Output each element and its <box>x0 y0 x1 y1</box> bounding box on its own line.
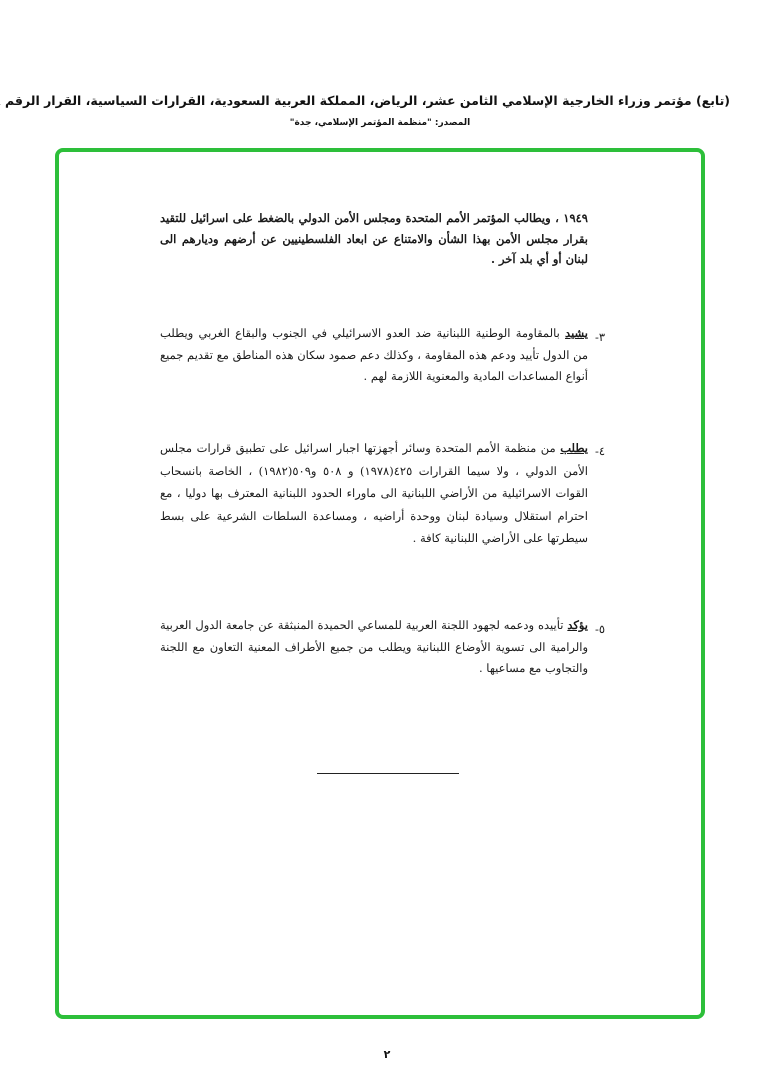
closing-rule <box>317 773 459 774</box>
paragraph-3-text: بالمقاومة الوطنية اللبنانية ضد العدو الاسرائيلي في الجنوب والبقاع الغربي ويطلب من الدول تأييد ودعم هذه المقاومة ، وكذلك دعم صمود سكان هذه المناطق مع تقديم جميع أنواع المساعدات المادية والمعنوية اللازمة لهم . <box>160 326 588 383</box>
paragraph-5-text: تأييده ودعمه لجهود اللجنة العربية للمساعي الحميدة المنبثقة عن جامعة الدول العربية والرامية الى تسوية الأوضاع اللبنانية ويطلب من جميع الأطراف المعنية التعاون مع اللجنة والتجاوب مع مساعيها . <box>160 618 588 675</box>
document-source-line: المصدر: "منظمة المؤتمر الإسلامي، جدة" <box>289 118 471 128</box>
paragraph-4-body <box>160 437 588 550</box>
page-number: ٢ <box>383 1048 391 1061</box>
paragraph-number-5: ٥- <box>595 622 606 636</box>
paragraph-4 <box>160 437 588 550</box>
paragraph-3 <box>160 323 588 388</box>
paragraph-3-keyword: يشيد <box>565 326 588 340</box>
page-frame <box>55 148 705 1019</box>
paragraph-number-4: ٤- <box>595 444 606 458</box>
paragraph-4-text: من منظمة الأمم المتحدة وسائر أجهزتها اجبار اسرائيل على تطبيق قرارات مجلس الأمن الدولي ، ولا سيما القرارات ٤٢٥(١٩٧٨) و ٥٠٨ و٥٠٩(١٩٨٢) ، الخاصة بانسحاب القوات الاسرائيلية من الأراضي اللبنانية الى ماوراء الحدود اللبنانية المعترف بها دوليا ، مع احترام استقلال وسيادة لبنان ووحدة أراضيه ، ومساعدة السلطات الشرعية على بسط سيطرتها على الأراضي اللبنانية كافة . <box>160 441 588 545</box>
paragraph-5 <box>160 615 588 680</box>
paragraph-number-3: ٣- <box>595 330 606 344</box>
paragraph-continuation <box>160 208 588 270</box>
paragraph-5-keyword: يؤكد <box>567 618 588 632</box>
paragraph-5-body <box>160 615 588 680</box>
document-header-title: (تابع) مؤتمر وزراء الخارجية الإسلامي الثامن عشر، الرياض، المملكة العربية السعودية، القرارات السياسية، القرار الرقم <box>5 93 730 108</box>
paragraph-continuation-text: ١٩٤٩ ، ويطالب المؤتمر الأمم المتحدة ومجلس الأمن الدولي بالضغط على اسرائيل للتقيد بقرار مجلس الأمن بهذا الشأن والامتناع عن ابعاد الفلسطينيين عن أرضهم وديارهم الى لبنان أو أي بلد آخر . <box>160 211 588 266</box>
paragraph-3-body <box>160 323 588 388</box>
paragraph-4-keyword: يطلب <box>560 441 588 455</box>
